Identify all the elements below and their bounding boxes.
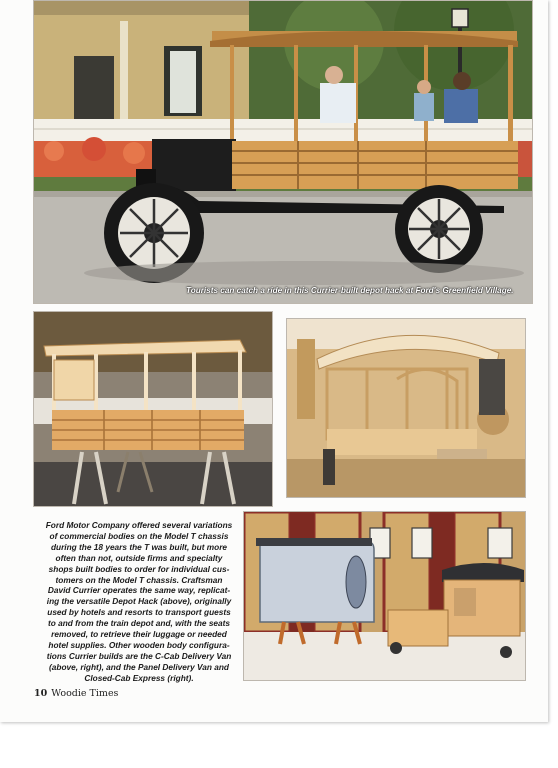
article-line: shops built bodies to order for individual cus- (48, 563, 230, 574)
article-line: to and from the train depot and, with the seats (47, 618, 231, 629)
article-line: removed, to retrieve their luggage or needed (51, 629, 227, 640)
article-line: Closed-Cab Express (right). (84, 672, 194, 683)
photo-depot-hack-body (33, 311, 273, 507)
article-line: ing the versatile Depot Hack (above), originally (46, 596, 232, 607)
article-line: used by hotels and resorts to transport guests (47, 607, 231, 618)
article-line: tomers on the Model T chassis. Craftsman (55, 574, 223, 585)
article-line: (above, right), and the Panel Delivery Van and (49, 661, 229, 672)
article-line: during the 18 years the T was built, but more (50, 541, 228, 552)
article-line: of commercial bodies on the Model T chassis (49, 530, 229, 541)
article-line: David Currier operates the same way, replicat- (47, 585, 231, 596)
publication-name: Woodie Times (51, 688, 119, 699)
article-line: Ford Motor Company offered several variations (45, 520, 233, 530)
photo-panel-van-closed-cab (243, 511, 526, 681)
article-line: often than not, outside firms and specialty (55, 552, 223, 563)
main-photo-caption: Tourists can catch a ride in this Currier-built depot hack at Ford's Greenfield Village. (186, 286, 514, 295)
article-line: tions Currier builds are the C-Cab Delivery Van (46, 650, 232, 661)
main-photo-depot-hack (33, 0, 533, 304)
article-body (36, 520, 242, 684)
article-line: hotel supplies. Other wooden body configura- (48, 639, 230, 650)
photo-c-cab-van-workshop (286, 318, 526, 498)
page-number: 10 (34, 688, 48, 699)
page-footer (34, 688, 118, 699)
